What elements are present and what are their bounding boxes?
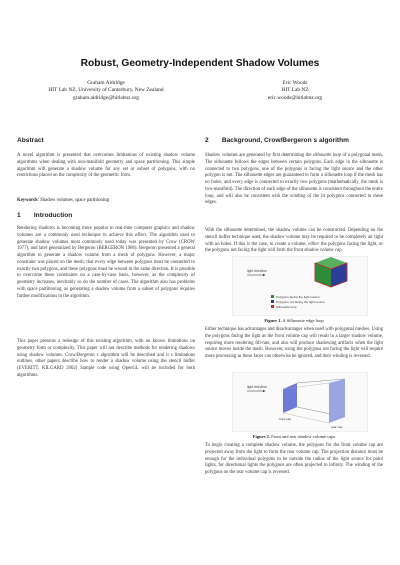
light-direction-label: light direction: [247, 385, 267, 389]
legend-text-loop: Silhouette loop: [276, 304, 297, 309]
intro-heading: 1 Introduction: [17, 212, 73, 219]
abstract-text: A novel algorithm is presented that overcomes limitations of existing shadow volume algorithms when dealing with non-manifold geometry and space partitioning. This simple algorithm will generate a shadow volume for any set or subset of polygons, with no restrictions placed on the complexity of the geometric form.: [17, 153, 195, 179]
author-email: eric.woods@hitlabnz.org: [267, 94, 323, 101]
legend-swatch-lit: [271, 295, 274, 298]
keywords: [17, 198, 195, 205]
legend-swatch-loop: [271, 305, 274, 308]
figure-1-caption: Figure 1. A Silhouette edge loop: [264, 318, 324, 323]
intro-paragraph-2: This paper presents a redesign of this existing algorithm, with no known limitations on geometry form or complexity. This paper will not describe methods for rendering shadows using shadow volumes. Crow/Bergeron s algorithm will be described and it s limitations outlines, other papers describe how to render a shadow volume using the stencil buffer (EVERITT, KILGARD 2002) Sample code using OpenGL will be included for both algorithms.: [17, 339, 195, 378]
author-affiliation: HIT Lab NZ: [281, 87, 309, 94]
figure-2: [232, 372, 368, 432]
background-paragraph-2: With the silhouette determined, the shadow volume can be constructed. Depending on the stencil buffer technique used, the shadow volume may be required to be completely air tight with no holes. If this is the case, to create a volume, either the polygons facing the light, or the polygons not facing the light will form the front shadow volume cap.: [205, 228, 383, 254]
front-cap-label: front cap: [279, 417, 292, 421]
arrowhead-icon: [263, 274, 266, 276]
legend-text-unlit: Polygons not facing the light source: [276, 299, 325, 304]
background-paragraph-3: Either technique has advantages and disadvantages when used with polygonal meshes. Using the polygons facing the light as the front volume cap will result in a larger shadow volume, requiring more rendering fill-rate, and also will produce shadowing artifacts when the light source moves inside the mesh. However, using the polygons not facing the light will require more processing as these faces can otherwise be ignored, and their winding is reversed.: [205, 327, 383, 359]
arrowhead-icon: [263, 390, 266, 392]
author-block-2: [205, 80, 385, 102]
volume-edge: [283, 383, 329, 389]
rear-cap-label: rear cap: [331, 425, 343, 429]
figure-1-illustration: [233, 257, 367, 315]
author-name: Eric Woods: [282, 80, 308, 86]
keywords-text: : Shadow volumes, space partitioning: [37, 198, 109, 203]
background-heading: 2 Background, Crow/Bergeron s algorithm: [205, 137, 349, 144]
figure-2-illustration: [233, 373, 367, 431]
light-direction-label: light direction: [247, 269, 267, 273]
intro-paragraph-1: Rendering shadows is becoming more popular in real-time computer graphics and shadow volumes are a commonly used technique to achieve this effect. The algorithm used to generate shadow volumes most commonly used today was presented by Crow (CROW 1977), and later generalized by Bergeron (BERGERON 1986). Bergeron presented a general algorithm to generate a shadow volume from a mesh of polygons. However, a major constraint was placed on the mesh: that every edge between polygons must be connected to exactly two polygons, and these polygons must be wound in the same direction. It is possible to overcome these constraints on a case-by-case basis, however, as the complexity of geometry increases, inevitably so do the number of cases. The algorithm also has problems with space partitioning, as generating a shadow volume from a subset of polygons requires further modifications to the algorithm.: [17, 226, 195, 299]
rear-cap-shape: [329, 379, 345, 423]
legend-text-lit: Polygons facing the light source: [276, 294, 320, 299]
keywords-label: Keywords: [17, 198, 38, 203]
author-affiliation: HIT Lab NZ, University of Canterbury, New Zealand: [48, 87, 164, 94]
figure-2-caption: Figure 2. Front and rear shadow volume caps: [252, 434, 336, 439]
paper-title: Robust, Geometry-Independent Shadow Volumes: [80, 58, 320, 69]
author-name: Graham Aldridge: [87, 80, 125, 86]
background-paragraph-1: Shadow volumes are generated by first determining the silhouette loop of a polygonal mesh. The silhouette follows the edges between certain polygons. Each edge in the silhouette is connected to two polygons, one of the polygons is facing the light source and the other polygon is not. The silhouette edges are guaranteed to form a silhouette loop if the mesh has no holes; and every edge is connected to exactly two polygons (mathematically, the mesh is two-manifold). The direction of each edge of the silhouette is consistent throughout the entire loop, and will also be consistent with the winding of the lit polygons connected to these edges.: [205, 153, 383, 206]
abstract-heading: Abstract: [17, 137, 44, 144]
author-email: graham.aldridge@hitlabnz.org: [73, 94, 139, 101]
legend-swatch-unlit: [271, 300, 274, 303]
background-paragraph-4: To begin creating a complete shadow volume, the polygons for the front volume cap are projected away from the light to form the rear volume cap. The projection distance must be enough for the individual polygons to be outside the radius of the light source for point lights, for directional lights the polygons are often projected to infinity. The winding of the polygons on the rear volume cap is reversed.: [205, 443, 383, 475]
figure-1: [232, 256, 368, 316]
author-block-1: [16, 80, 196, 102]
